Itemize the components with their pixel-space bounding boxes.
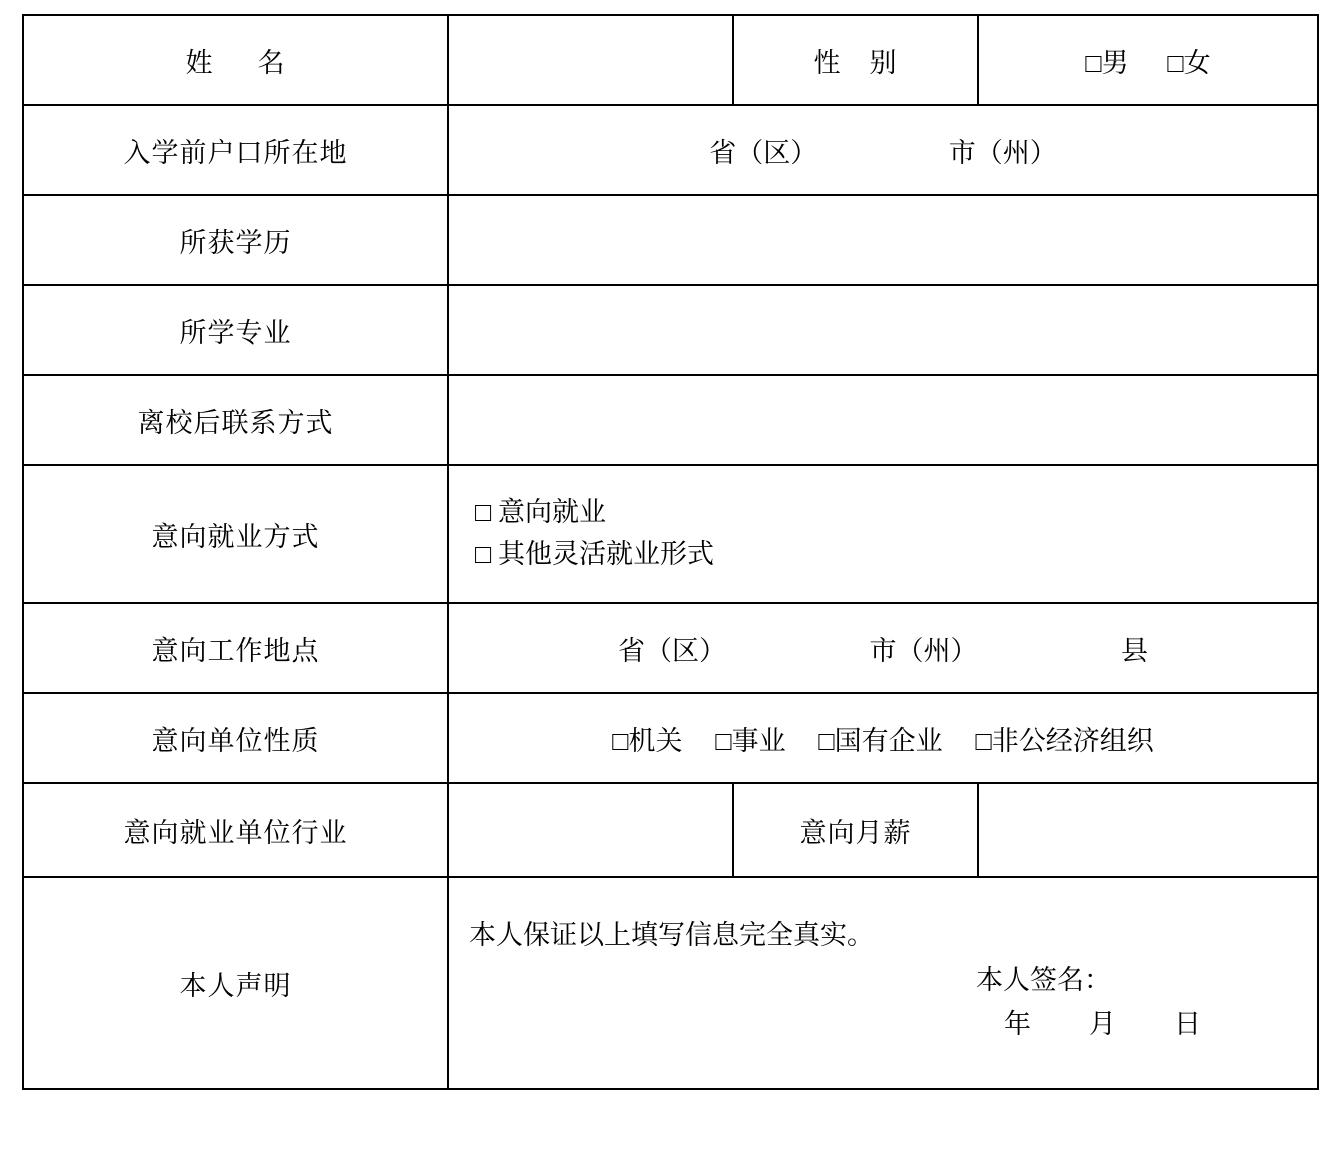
statement-date-year[interactable]: 年 [1004, 1009, 1031, 1040]
statement-label: 本人声明 [23, 877, 448, 1089]
household-label: 入学前户口所在地 [23, 105, 448, 195]
household-city-label: 市（州） [948, 137, 1057, 168]
household-province-label: 省（区） [709, 137, 818, 168]
employment-intention-form [22, 14, 1319, 1090]
table-row-industry [23, 783, 1318, 877]
work-place-label: 意向工作地点 [23, 603, 448, 693]
table-row-name [23, 15, 1318, 105]
statement-line-truth: 本人保证以上填写信息完全真实。 [469, 920, 874, 951]
education-value-cell[interactable] [448, 195, 1318, 285]
work-place-county-label: 县 [1121, 635, 1148, 666]
sex-options-cell [978, 15, 1318, 105]
employ-mode-options-cell [448, 465, 1318, 603]
table-row-employ-mode [23, 465, 1318, 603]
table-row-unit-nature [23, 693, 1318, 783]
industry-label: 意向就业单位行业 [23, 783, 448, 877]
unit-nature-option-state-owned[interactable]: □国有企业 [818, 725, 943, 756]
unit-nature-options-cell [448, 693, 1318, 783]
sex-option-female[interactable]: □女 [1167, 47, 1211, 78]
table-row-household [23, 105, 1318, 195]
table-row-contact [23, 375, 1318, 465]
unit-nature-option-public-institution[interactable]: □事业 [715, 725, 786, 756]
employ-mode-option-flexible[interactable]: □ 其他灵活就业形式 [475, 539, 715, 569]
work-place-province-label: 省（区） [618, 635, 726, 666]
name-value-cell[interactable] [448, 15, 733, 105]
statement-date-month[interactable]: 月 [1089, 1009, 1116, 1040]
statement-date-day[interactable]: 日 [1174, 1009, 1201, 1040]
major-value-cell[interactable] [448, 285, 1318, 375]
salary-label: 意向月薪 [733, 783, 978, 877]
table-row-work-place [23, 603, 1318, 693]
unit-nature-option-government[interactable]: □机关 [612, 725, 683, 756]
name-label-part-a: 姓 [185, 47, 214, 78]
name-label-cell [23, 15, 448, 105]
sex-label-part-b: 别 [869, 47, 898, 78]
unit-nature-option-non-public[interactable]: □非公经济组织 [975, 725, 1154, 756]
sex-label-cell [733, 15, 978, 105]
salary-value-cell[interactable] [978, 783, 1318, 877]
sex-label-part-a: 性 [813, 47, 842, 78]
education-label: 所获学历 [23, 195, 448, 285]
contact-label: 离校后联系方式 [23, 375, 448, 465]
table-row-major [23, 285, 1318, 375]
household-value-cell[interactable] [448, 105, 1318, 195]
industry-value-cell[interactable] [448, 783, 733, 877]
statement-signature-label[interactable]: 本人签名： [976, 964, 1111, 995]
name-label-part-b: 名 [257, 47, 286, 78]
table-row-education [23, 195, 1318, 285]
table-row-statement [23, 877, 1318, 1089]
unit-nature-label: 意向单位性质 [23, 693, 448, 783]
statement-content-cell [448, 877, 1318, 1089]
major-label: 所学专业 [23, 285, 448, 375]
sex-option-male[interactable]: □男 [1085, 47, 1129, 78]
employ-mode-label: 意向就业方式 [23, 465, 448, 603]
work-place-value-cell[interactable] [448, 603, 1318, 693]
contact-value-cell[interactable] [448, 375, 1318, 465]
employ-mode-option-employment[interactable]: □ 意向就业 [475, 497, 607, 528]
work-place-city-label: 市（州） [869, 635, 978, 666]
